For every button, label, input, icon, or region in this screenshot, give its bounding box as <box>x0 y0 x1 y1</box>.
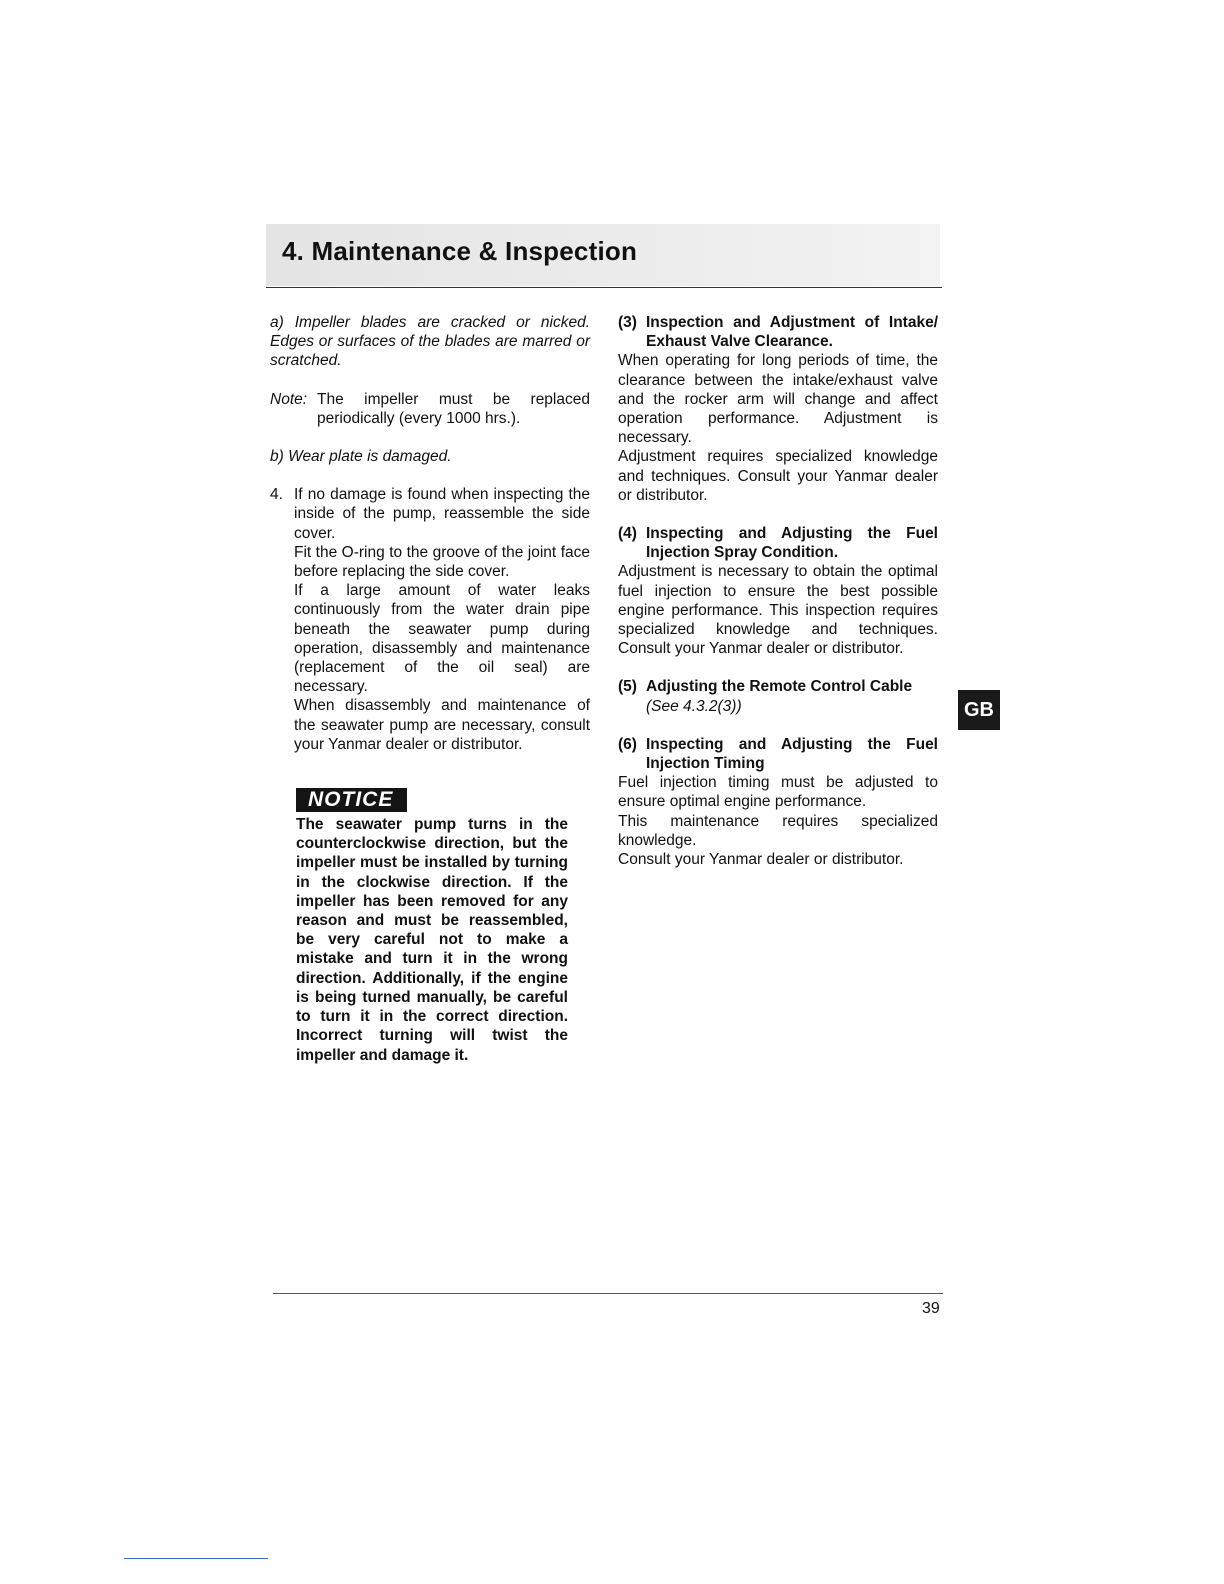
section-6-para-3: Consult your Yanmar dealer or distributor. <box>618 851 904 869</box>
section-6-heading <box>618 735 938 773</box>
section-3 <box>618 313 938 505</box>
notice-badge: NOTICE <box>296 788 407 812</box>
step-4-para-2: Fit the O-ring to the groove of the joint face before replacing the side cover. <box>294 543 590 581</box>
section-6-number: (6) <box>618 735 637 753</box>
note-text: The impeller must be replaced periodically (every 1000 hrs.). <box>317 390 590 427</box>
section-3-para-1: When operating for long periods of time, the clearance between the intake/exhaust valve and the rocker arm will change and affect operation performance. Adjustment is necessary. <box>618 352 938 447</box>
section-4 <box>618 524 938 658</box>
section-5 <box>618 677 938 715</box>
step-4-block <box>270 485 590 754</box>
item-b-text: b) Wear plate is damaged. <box>270 448 452 466</box>
note-label: Note: <box>270 390 308 408</box>
left-column <box>270 313 590 1065</box>
section-5-number: (5) <box>618 678 637 696</box>
step-4-para-3: If a large amount of water leaks continuously from the water drain pipe beneath the seawater pump during operation, disassembly and maintenance (replacement of the oil seal) are necessary. <box>294 582 590 696</box>
item-a-text: a) Impeller blades are cracked or nicked. Edges or surfaces of the blades are marred or scratched. <box>270 314 590 370</box>
section-3-title: Inspection and Adjustment of Intake/ Exhaust Valve Clearance. <box>646 314 938 351</box>
step-4-para-1: If no damage is found when inspecting the inside of the pump, reassemble the side cover. <box>294 486 590 542</box>
section-4-para-1: Adjustment is necessary to obtain the optimal fuel injection to ensure the best possible engine performance. This inspection requires specialized knowledge and techniques. Consult your Yanmar dealer or distributor. <box>618 563 938 658</box>
section-6 <box>618 735 938 869</box>
step-4-para-4: When disassembly and maintenance of the seawater pump are necessary, consult your Yanmar dealer or distributor. <box>294 697 590 753</box>
section-4-number: (4) <box>618 525 637 543</box>
section-6-para-2: This maintenance requires specialized knowledge. <box>618 812 938 849</box>
section-3-para-2: Adjustment requires specialized knowledge and techniques. Consult your Yanmar dealer or distributor. <box>618 448 938 504</box>
section-3-heading <box>618 313 938 351</box>
section-5-title: Adjusting the Remote Control Cable <box>646 678 913 696</box>
step-4-body <box>294 485 590 754</box>
section-4-title: Inspecting and Adjusting the Fuel Injection Spray Condition. <box>646 525 938 562</box>
chapter-title: 4. Maintenance & Inspection <box>282 236 638 266</box>
notice-block <box>296 788 590 1065</box>
header-rule <box>266 287 942 288</box>
step-4-number: 4. <box>270 486 283 504</box>
corner-rule <box>124 1558 268 1559</box>
notice-text: The seawater pump turns in the counterclockwise direction, but the impeller must be installed by turning in the clockwise direction. If the impeller has been removed for any reason and must be reassembled, be very careful not to make a mistake and turn it in the wrong direction. Additionally, if the engine is being turned manually, be careful to turn it in the correct direction. Incorrect turning will twist the impeller and damage it. <box>296 816 568 1064</box>
page-number: 39 <box>922 1300 940 1317</box>
section-5-heading <box>618 677 938 696</box>
right-column <box>618 313 938 869</box>
section-4-heading <box>618 524 938 562</box>
section-6-para-1: Fuel injection timing must be adjusted to ensure optimal engine performance. <box>618 774 938 811</box>
section-5-reference: (See 4.3.2(3)) <box>646 697 742 715</box>
language-tab-gb: GB <box>958 690 1000 730</box>
section-6-title: Inspecting and Adjusting the Fuel Injection Timing <box>646 735 938 773</box>
note-block <box>270 390 590 428</box>
section-3-number: (3) <box>618 314 637 331</box>
footer-rule <box>273 1293 943 1294</box>
